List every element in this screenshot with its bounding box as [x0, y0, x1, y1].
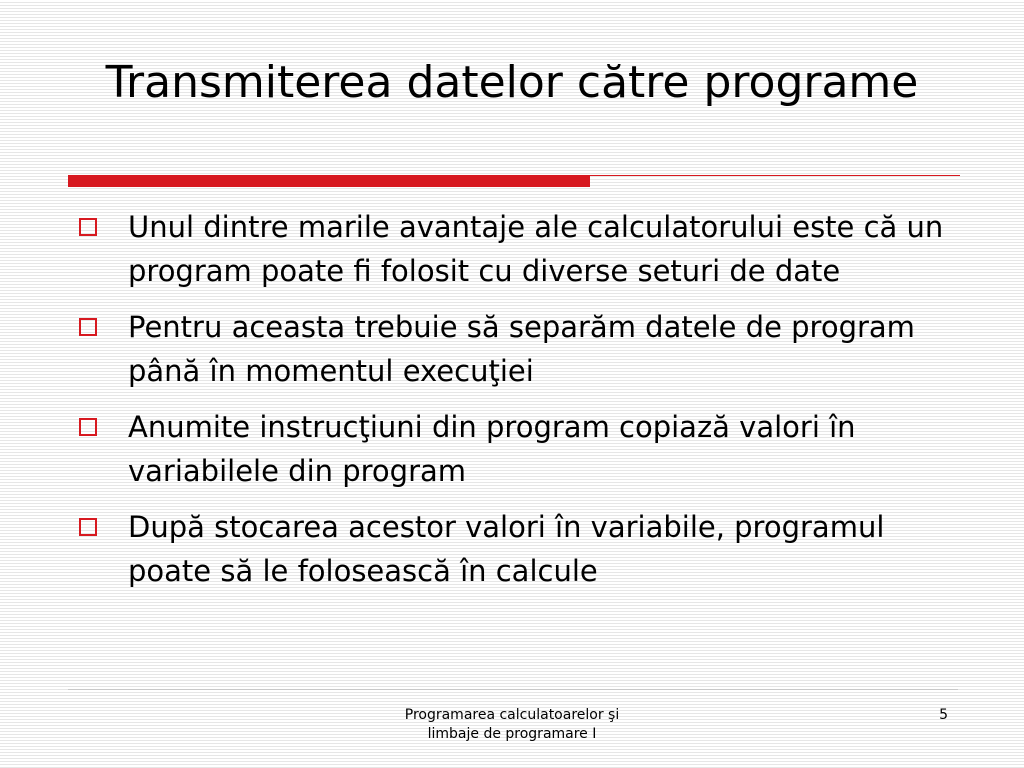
hollow-square-icon — [79, 218, 97, 236]
bullet-item — [76, 205, 956, 293]
slide-title: Transmiterea datelor către programe — [105, 57, 919, 108]
bullet-text: După stocarea acestor valori în variabile, programul poate să le folosească în calcule — [128, 510, 885, 588]
title-underline-thick — [68, 175, 590, 187]
footer-course-title — [330, 706, 694, 744]
title-underline-thin — [590, 175, 960, 176]
bullet-text: Unul dintre marile avantaje ale calculatorului este că un program poate fi folosit cu diverse seturi de date — [128, 210, 944, 288]
hollow-square-icon — [79, 518, 97, 536]
footer-line-2: limbaje de programare I — [427, 726, 597, 742]
bullet-item — [76, 505, 956, 593]
slide-number: 5 — [939, 707, 948, 723]
footer-divider — [68, 689, 958, 690]
bullet-text: Pentru aceasta trebuie să separăm datele de program până în momentul execuţiei — [128, 310, 915, 388]
bullet-text: Anumite instrucţiuni din program copiază valori în variabilele din program — [128, 410, 856, 488]
hollow-square-icon — [79, 318, 97, 336]
bullet-item — [76, 305, 956, 393]
footer-line-1: Programarea calculatoarelor şi — [404, 707, 620, 723]
bullet-item — [76, 405, 956, 493]
hollow-square-icon — [79, 418, 97, 436]
bullet-list — [76, 205, 956, 605]
